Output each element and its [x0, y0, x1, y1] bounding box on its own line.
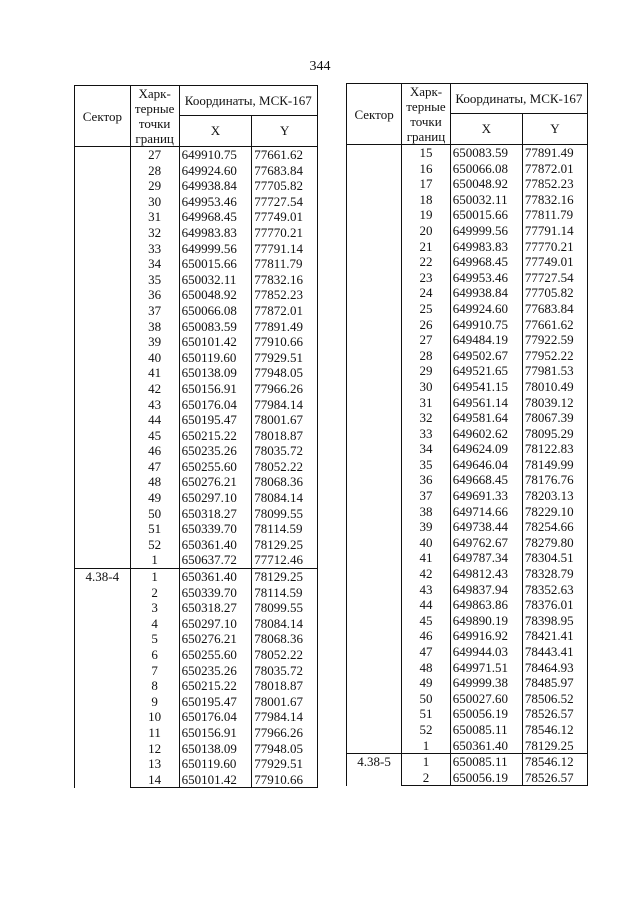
y-coordinate-cell: 77852.23 [252, 287, 318, 303]
sector-header: Сектор [75, 86, 131, 147]
point-number-cell: 27 [402, 332, 451, 348]
point-number-cell: 47 [402, 644, 451, 660]
x-coordinate-cell: 650215.22 [179, 428, 252, 444]
point-number-cell: 26 [402, 317, 451, 333]
x-header: X [179, 116, 252, 147]
x-coordinate-cell: 649837.94 [450, 582, 522, 598]
x-coordinate-cell: 650637.72 [179, 552, 252, 568]
point-number-cell: 47 [130, 459, 179, 475]
point-number-cell: 1 [130, 569, 179, 585]
x-coordinate-cell: 650255.60 [179, 459, 252, 475]
y-coordinate-cell: 78546.12 [522, 722, 587, 738]
y-coordinate-cell: 77727.54 [252, 194, 318, 210]
point-number-cell: 29 [130, 178, 179, 194]
y-header: Y [522, 114, 587, 145]
x-coordinate-cell: 649953.46 [179, 194, 252, 210]
point-number-cell: 43 [402, 582, 451, 598]
point-number-cell: 39 [130, 334, 179, 350]
y-coordinate-cell: 78084.14 [252, 490, 318, 506]
x-coordinate-cell: 649938.84 [450, 285, 522, 301]
x-coordinate-cell: 649646.04 [450, 457, 522, 473]
point-number-cell: 34 [402, 441, 451, 457]
point-number-cell: 38 [130, 319, 179, 335]
y-coordinate-cell: 78035.72 [252, 443, 318, 459]
y-header: Y [252, 116, 318, 147]
x-coordinate-cell: 649691.33 [450, 488, 522, 504]
point-number-cell: 25 [402, 301, 451, 317]
y-coordinate-cell: 78018.87 [252, 428, 318, 444]
y-coordinate-cell: 77966.26 [252, 381, 318, 397]
point-number-cell: 46 [130, 443, 179, 459]
x-coordinate-cell: 650215.22 [179, 678, 252, 694]
point-number-cell: 33 [402, 426, 451, 442]
x-coordinate-cell: 650339.70 [179, 521, 252, 537]
x-coordinate-cell: 649561.14 [450, 395, 522, 411]
x-coordinate-cell: 650138.09 [179, 741, 252, 757]
y-coordinate-cell: 78099.55 [252, 506, 318, 522]
y-coordinate-cell: 78039.12 [522, 395, 587, 411]
point-number-cell: 34 [130, 256, 179, 272]
point-number-cell: 14 [130, 772, 179, 788]
point-number-cell: 17 [402, 176, 451, 192]
x-coordinate-cell: 650101.42 [179, 772, 252, 788]
y-coordinate-cell: 77966.26 [252, 725, 318, 741]
point-number-cell: 22 [402, 254, 451, 270]
x-coordinate-cell: 650361.40 [179, 569, 252, 585]
y-coordinate-cell: 78001.67 [252, 412, 318, 428]
y-coordinate-cell: 77910.66 [252, 334, 318, 350]
y-coordinate-cell: 78398.95 [522, 613, 587, 629]
x-header: X [450, 114, 522, 145]
y-coordinate-cell: 77811.79 [252, 256, 318, 272]
x-coordinate-cell: 650032.11 [450, 192, 522, 208]
table-row [347, 145, 588, 161]
point-number-cell: 48 [402, 660, 451, 676]
y-coordinate-cell: 77683.84 [522, 301, 587, 317]
x-coordinate-cell: 650015.66 [450, 207, 522, 223]
point-number-cell: 24 [402, 285, 451, 301]
x-coordinate-cell: 650255.60 [179, 647, 252, 663]
x-coordinate-cell: 650085.11 [450, 722, 522, 738]
x-coordinate-cell: 649910.75 [179, 147, 252, 163]
page-number: 344 [309, 59, 331, 74]
y-coordinate-cell: 78526.57 [522, 706, 587, 722]
x-coordinate-cell: 650056.19 [450, 706, 522, 722]
y-coordinate-cell: 77948.05 [252, 741, 318, 757]
point-number-cell: 2 [402, 770, 451, 786]
y-coordinate-cell: 77661.62 [522, 317, 587, 333]
y-coordinate-cell: 78052.22 [252, 459, 318, 475]
point-number-cell: 6 [130, 647, 179, 663]
x-coordinate-cell: 649890.19 [450, 613, 522, 629]
points-header: Харк-терные точки границ [130, 86, 179, 147]
x-coordinate-cell: 650119.60 [179, 756, 252, 772]
x-coordinate-cell: 649812.43 [450, 566, 522, 582]
coords-header: Координаты, МСК-167 [450, 84, 587, 114]
point-number-cell: 44 [130, 412, 179, 428]
table-row [75, 147, 318, 163]
y-coordinate-cell: 78001.67 [252, 694, 318, 710]
x-coordinate-cell: 650297.10 [179, 616, 252, 632]
y-coordinate-cell: 78229.10 [522, 504, 587, 520]
x-coordinate-cell: 649484.19 [450, 332, 522, 348]
x-coordinate-cell: 649924.60 [179, 163, 252, 179]
x-coordinate-cell: 649938.84 [179, 178, 252, 194]
point-number-cell: 20 [402, 223, 451, 239]
y-coordinate-cell: 78052.22 [252, 647, 318, 663]
point-number-cell: 9 [130, 694, 179, 710]
point-number-cell: 11 [130, 725, 179, 741]
point-number-cell: 43 [130, 397, 179, 413]
y-coordinate-cell: 78506.52 [522, 691, 587, 707]
y-coordinate-cell: 77852.23 [522, 176, 587, 192]
point-number-cell: 10 [130, 709, 179, 725]
y-coordinate-cell: 78084.14 [252, 616, 318, 632]
x-coordinate-cell: 649602.62 [450, 426, 522, 442]
y-coordinate-cell: 77705.82 [252, 178, 318, 194]
x-coordinate-cell: 650066.08 [450, 161, 522, 177]
y-coordinate-cell: 78328.79 [522, 566, 587, 582]
x-coordinate-cell: 649944.03 [450, 644, 522, 660]
point-number-cell: 27 [130, 147, 179, 163]
point-number-cell: 18 [402, 192, 451, 208]
x-coordinate-cell: 650195.47 [179, 694, 252, 710]
sector-cell: 4.38-4 [75, 569, 131, 788]
point-number-cell: 16 [402, 161, 451, 177]
y-coordinate-cell: 78129.25 [522, 738, 587, 754]
x-coordinate-cell: 650085.11 [450, 754, 522, 770]
point-number-cell: 51 [402, 706, 451, 722]
x-coordinate-cell: 650276.21 [179, 474, 252, 490]
point-number-cell: 36 [402, 472, 451, 488]
y-coordinate-cell: 78464.93 [522, 660, 587, 676]
y-coordinate-cell: 78304.51 [522, 550, 587, 566]
x-coordinate-cell: 650066.08 [179, 303, 252, 319]
y-coordinate-cell: 77922.59 [522, 332, 587, 348]
y-coordinate-cell: 77872.01 [522, 161, 587, 177]
point-number-cell: 40 [402, 535, 451, 551]
x-coordinate-cell: 650195.47 [179, 412, 252, 428]
point-number-cell: 37 [130, 303, 179, 319]
y-coordinate-cell: 78352.63 [522, 582, 587, 598]
x-coordinate-cell: 650015.66 [179, 256, 252, 272]
y-coordinate-cell: 77952.22 [522, 348, 587, 364]
y-coordinate-cell: 78149.99 [522, 457, 587, 473]
point-number-cell: 30 [402, 379, 451, 395]
point-number-cell: 40 [130, 350, 179, 366]
y-coordinate-cell: 78122.83 [522, 441, 587, 457]
x-coordinate-cell: 649624.09 [450, 441, 522, 457]
sector-cell [347, 145, 402, 754]
x-coordinate-cell: 650361.40 [179, 537, 252, 553]
x-coordinate-cell: 650083.59 [179, 319, 252, 335]
y-coordinate-cell: 77832.16 [522, 192, 587, 208]
y-coordinate-cell: 78421.41 [522, 628, 587, 644]
x-coordinate-cell: 649971.51 [450, 660, 522, 676]
y-coordinate-cell: 77929.51 [252, 756, 318, 772]
x-coordinate-cell: 650083.59 [450, 145, 522, 161]
point-number-cell: 45 [402, 613, 451, 629]
x-coordinate-cell: 650119.60 [179, 350, 252, 366]
sector-cell: 4.38-5 [347, 754, 402, 786]
y-coordinate-cell: 78068.36 [252, 474, 318, 490]
point-number-cell: 32 [402, 410, 451, 426]
y-coordinate-cell: 77712.46 [252, 552, 318, 568]
y-coordinate-cell: 78010.49 [522, 379, 587, 395]
y-coordinate-cell: 78526.57 [522, 770, 587, 786]
x-coordinate-cell: 649999.56 [450, 223, 522, 239]
y-coordinate-cell: 77791.14 [252, 241, 318, 257]
point-number-cell: 50 [130, 506, 179, 522]
sector-header: Сектор [347, 84, 402, 145]
point-number-cell: 52 [402, 722, 451, 738]
x-coordinate-cell: 650235.26 [179, 663, 252, 679]
x-coordinate-cell: 649999.38 [450, 675, 522, 691]
coords-header: Координаты, МСК-167 [179, 86, 317, 116]
y-coordinate-cell: 78114.59 [252, 585, 318, 601]
point-number-cell: 38 [402, 504, 451, 520]
point-number-cell: 37 [402, 488, 451, 504]
point-number-cell: 8 [130, 678, 179, 694]
y-coordinate-cell: 77749.01 [252, 209, 318, 225]
coordinates-table-right [346, 83, 588, 786]
x-coordinate-cell: 650101.42 [179, 334, 252, 350]
x-coordinate-cell: 649924.60 [450, 301, 522, 317]
y-coordinate-cell: 77705.82 [522, 285, 587, 301]
y-coordinate-cell: 77872.01 [252, 303, 318, 319]
x-coordinate-cell: 649787.34 [450, 550, 522, 566]
y-coordinate-cell: 78176.76 [522, 472, 587, 488]
y-coordinate-cell: 78546.12 [522, 754, 587, 770]
x-coordinate-cell: 649968.45 [450, 254, 522, 270]
point-number-cell: 36 [130, 287, 179, 303]
y-coordinate-cell: 78068.36 [252, 631, 318, 647]
x-coordinate-cell: 650056.19 [450, 770, 522, 786]
point-number-cell: 52 [130, 537, 179, 553]
y-coordinate-cell: 78129.25 [252, 537, 318, 553]
point-number-cell: 1 [402, 738, 451, 754]
x-coordinate-cell: 650235.26 [179, 443, 252, 459]
x-coordinate-cell: 649910.75 [450, 317, 522, 333]
y-coordinate-cell: 77948.05 [252, 365, 318, 381]
point-number-cell: 5 [130, 631, 179, 647]
y-coordinate-cell: 77749.01 [522, 254, 587, 270]
y-coordinate-cell: 77984.14 [252, 397, 318, 413]
y-coordinate-cell: 77929.51 [252, 350, 318, 366]
point-number-cell: 7 [130, 663, 179, 679]
x-coordinate-cell: 650339.70 [179, 585, 252, 601]
point-number-cell: 41 [130, 365, 179, 381]
x-coordinate-cell: 649968.45 [179, 209, 252, 225]
y-coordinate-cell: 77683.84 [252, 163, 318, 179]
x-coordinate-cell: 649541.15 [450, 379, 522, 395]
x-coordinate-cell: 649668.45 [450, 472, 522, 488]
point-number-cell: 41 [402, 550, 451, 566]
y-coordinate-cell: 78279.80 [522, 535, 587, 551]
point-number-cell: 39 [402, 519, 451, 535]
point-number-cell: 35 [402, 457, 451, 473]
point-number-cell: 23 [402, 270, 451, 286]
point-number-cell: 32 [130, 225, 179, 241]
x-coordinate-cell: 649762.67 [450, 535, 522, 551]
point-number-cell: 2 [130, 585, 179, 601]
y-coordinate-cell: 77770.21 [522, 239, 587, 255]
x-coordinate-cell: 650156.91 [179, 725, 252, 741]
y-coordinate-cell: 78443.41 [522, 644, 587, 660]
x-coordinate-cell: 650318.27 [179, 506, 252, 522]
point-number-cell: 28 [130, 163, 179, 179]
x-coordinate-cell: 649916.92 [450, 628, 522, 644]
x-coordinate-cell: 649521.65 [450, 363, 522, 379]
x-coordinate-cell: 649502.67 [450, 348, 522, 364]
x-coordinate-cell: 649581.64 [450, 410, 522, 426]
point-number-cell: 1 [130, 552, 179, 568]
y-coordinate-cell: 77891.49 [522, 145, 587, 161]
point-number-cell: 33 [130, 241, 179, 257]
y-coordinate-cell: 77791.14 [522, 223, 587, 239]
y-coordinate-cell: 77832.16 [252, 272, 318, 288]
point-number-cell: 49 [402, 675, 451, 691]
x-coordinate-cell: 650027.60 [450, 691, 522, 707]
point-number-cell: 30 [130, 194, 179, 210]
points-header: Харк-терные точки границ [402, 84, 451, 145]
x-coordinate-cell: 649999.56 [179, 241, 252, 257]
point-number-cell: 42 [402, 566, 451, 582]
point-number-cell: 19 [402, 207, 451, 223]
point-number-cell: 44 [402, 597, 451, 613]
y-coordinate-cell: 78114.59 [252, 521, 318, 537]
point-number-cell: 50 [402, 691, 451, 707]
point-number-cell: 15 [402, 145, 451, 161]
x-coordinate-cell: 650361.40 [450, 738, 522, 754]
y-coordinate-cell: 77910.66 [252, 772, 318, 788]
y-coordinate-cell: 78099.55 [252, 600, 318, 616]
point-number-cell: 35 [130, 272, 179, 288]
x-coordinate-cell: 650297.10 [179, 490, 252, 506]
point-number-cell: 45 [130, 428, 179, 444]
y-coordinate-cell: 78485.97 [522, 675, 587, 691]
x-coordinate-cell: 649953.46 [450, 270, 522, 286]
point-number-cell: 46 [402, 628, 451, 644]
point-number-cell: 13 [130, 756, 179, 772]
y-coordinate-cell: 78018.87 [252, 678, 318, 694]
x-coordinate-cell: 650032.11 [179, 272, 252, 288]
point-number-cell: 48 [130, 474, 179, 490]
x-coordinate-cell: 650138.09 [179, 365, 252, 381]
table-row [75, 569, 318, 585]
x-coordinate-cell: 650276.21 [179, 631, 252, 647]
y-coordinate-cell: 78129.25 [252, 569, 318, 585]
y-coordinate-cell: 78203.13 [522, 488, 587, 504]
point-number-cell: 1 [402, 754, 451, 770]
point-number-cell: 3 [130, 600, 179, 616]
x-coordinate-cell: 650176.04 [179, 709, 252, 725]
x-coordinate-cell: 650048.92 [450, 176, 522, 192]
coordinates-table-left [74, 85, 318, 788]
y-coordinate-cell: 77981.53 [522, 363, 587, 379]
y-coordinate-cell: 77770.21 [252, 225, 318, 241]
x-coordinate-cell: 650176.04 [179, 397, 252, 413]
point-number-cell: 49 [130, 490, 179, 506]
y-coordinate-cell: 77727.54 [522, 270, 587, 286]
point-number-cell: 21 [402, 239, 451, 255]
x-coordinate-cell: 649983.83 [179, 225, 252, 241]
point-number-cell: 42 [130, 381, 179, 397]
x-coordinate-cell: 649863.86 [450, 597, 522, 613]
point-number-cell: 31 [402, 395, 451, 411]
y-coordinate-cell: 77811.79 [522, 207, 587, 223]
point-number-cell: 4 [130, 616, 179, 632]
point-number-cell: 29 [402, 363, 451, 379]
y-coordinate-cell: 77891.49 [252, 319, 318, 335]
sector-cell [75, 147, 131, 569]
y-coordinate-cell: 77661.62 [252, 147, 318, 163]
point-number-cell: 31 [130, 209, 179, 225]
x-coordinate-cell: 649738.44 [450, 519, 522, 535]
x-coordinate-cell: 649714.66 [450, 504, 522, 520]
x-coordinate-cell: 650318.27 [179, 600, 252, 616]
y-coordinate-cell: 77984.14 [252, 709, 318, 725]
y-coordinate-cell: 78376.01 [522, 597, 587, 613]
x-coordinate-cell: 650156.91 [179, 381, 252, 397]
table-row [347, 754, 588, 770]
y-coordinate-cell: 78067.39 [522, 410, 587, 426]
y-coordinate-cell: 78254.66 [522, 519, 587, 535]
x-coordinate-cell: 649983.83 [450, 239, 522, 255]
point-number-cell: 12 [130, 741, 179, 757]
x-coordinate-cell: 650048.92 [179, 287, 252, 303]
y-coordinate-cell: 78035.72 [252, 663, 318, 679]
y-coordinate-cell: 78095.29 [522, 426, 587, 442]
point-number-cell: 28 [402, 348, 451, 364]
point-number-cell: 51 [130, 521, 179, 537]
